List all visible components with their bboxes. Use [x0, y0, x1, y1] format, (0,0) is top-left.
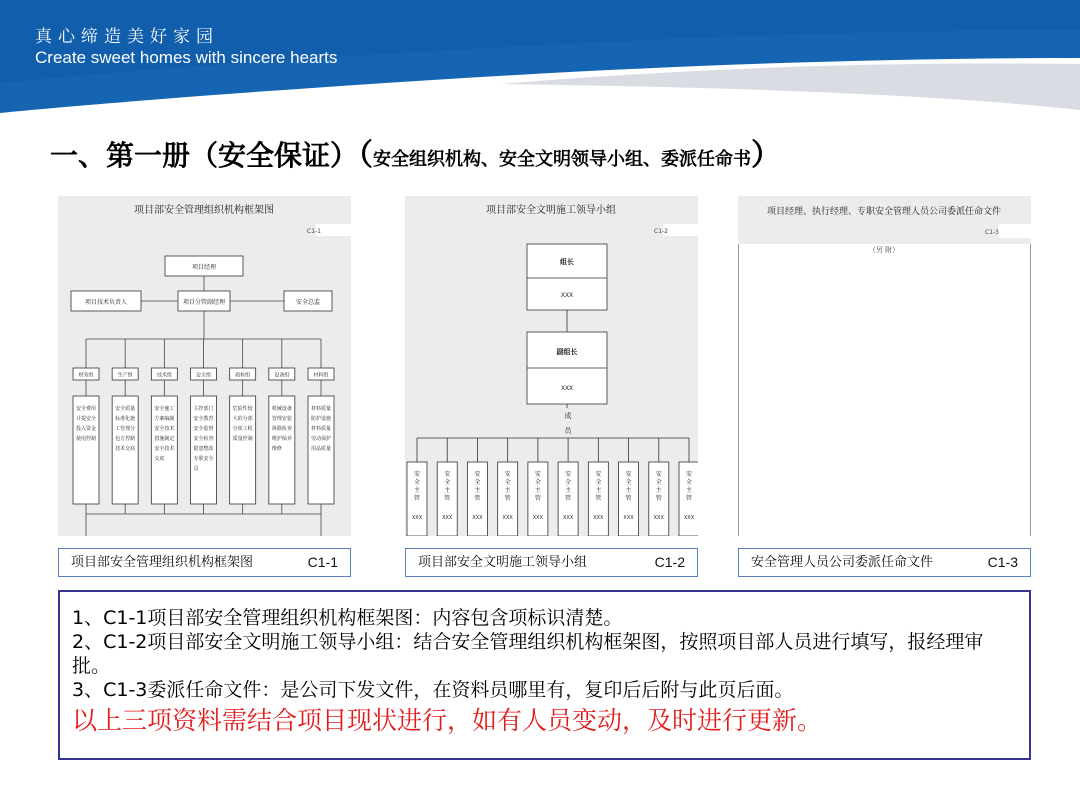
leader-name: XXX — [560, 292, 574, 299]
doc1-code: C1-1 — [307, 228, 321, 235]
leader-label: 组长 — [560, 258, 574, 266]
slogan-chinese: 真心缔造美好家园 — [35, 27, 219, 47]
member-columns — [407, 438, 698, 536]
doc1-heading: 项目部安全管理组织机构框架图 — [134, 205, 274, 216]
caption-text: 安全管理人员公司委派任命文件 — [751, 555, 934, 570]
member-name: XXX — [532, 515, 544, 521]
member-role: 安全主管 — [474, 471, 481, 502]
label-tech-lead: 项目技术负责人 — [84, 299, 128, 306]
org-group-duty: 安全施工方案编制安全技术措施制定安全技术交底 — [154, 406, 175, 462]
org-group-duty-box — [230, 396, 256, 504]
org-group-name: 设备组 — [274, 372, 290, 379]
org-group-duty: 机械设备管理安装拆除检查维护保养维修 — [271, 406, 292, 452]
org-chart-document — [58, 196, 351, 536]
note-line-3: 3、C1-3委派任命文件：是公司下发文件，在资料员哪里有，复印后后附与此页后面。 — [72, 679, 794, 701]
member-name: XXX — [593, 515, 604, 521]
doc3-code: C1-3 — [985, 229, 999, 236]
org-group-columns — [73, 339, 334, 514]
caption-c1-2 — [405, 548, 698, 577]
notes-box — [58, 590, 1031, 760]
doc3-note: （另 附） — [868, 246, 900, 254]
title-main: 一、第一册（安全保证） — [50, 139, 359, 172]
org-group-name: 质检组 — [235, 372, 251, 379]
org-group-duty: 主控部门安全教育安全监督安全检查隐患整改专职安全员 — [193, 406, 214, 472]
doc2-code: C1-2 — [654, 228, 668, 235]
org-group-duty: 危险性较大的分部分项工程质量控制 — [232, 406, 253, 442]
note-line-1: 1、C1-1项目部安全管理组织机构框架图：内容包含项标识清楚。 — [72, 607, 623, 629]
title-close-paren: ） — [751, 138, 782, 173]
title-open-paren: （ — [358, 138, 374, 173]
deputy-label: 副组长 — [556, 348, 578, 356]
label-deputy-manager: 项目分管副经理 — [182, 299, 226, 306]
member-role: 安全主管 — [504, 471, 511, 502]
leadership-group-document — [405, 196, 698, 536]
doc3-heading: 项目经理、执行经理、专职安全管理人员公司委派任命文件 — [766, 207, 1002, 217]
org-group-duty: 安全质量标准化施工管理分包方控制技术交底 — [115, 406, 136, 452]
org-group-name: 材料组 — [313, 372, 329, 379]
member-name: XXX — [442, 515, 453, 521]
member-role: 安全主管 — [655, 471, 662, 502]
member-role: 安全主管 — [534, 471, 541, 502]
org-group-name: 安全组 — [195, 372, 212, 379]
note-highlight: 以上三项资料需结合项目现状进行，如有人员变动，及时进行更新。 — [72, 706, 823, 735]
label-project-manager: 项目经理 — [191, 264, 217, 271]
member-role: 安全主管 — [565, 471, 572, 502]
title-subtitle: 安全组织机构、安全文明领导小组、委派任命书 — [373, 149, 752, 170]
caption-code: C1-3 — [987, 554, 1018, 570]
page-title — [50, 130, 781, 174]
org-group-duty: 安全费用计提安全投入资金使用控制 — [76, 406, 97, 442]
caption-c1-3 — [738, 548, 1031, 577]
member-role: 安全主管 — [413, 471, 421, 502]
org-group-name: 财务组 — [78, 372, 94, 379]
member-name: XXX — [411, 515, 423, 521]
caption-code: C1-2 — [654, 554, 685, 570]
appointment-doc-svg — [738, 196, 1031, 536]
org-chart-svg — [58, 196, 351, 536]
note-line-2: 2、C1-2项目部安全文明施工领导小组：结合安全管理组织机构框架图，按照项目部人员进行填写，报经理审批。 — [72, 631, 984, 677]
deputy-name: XXX — [560, 385, 574, 392]
member-role: 安全主管 — [685, 471, 693, 502]
leader-box — [527, 244, 607, 310]
member-name: XXX — [623, 515, 634, 521]
org-group-duty-box — [73, 396, 99, 504]
caption-text: 项目部安全文明施工领导小组 — [418, 555, 588, 570]
member-name: XXX — [472, 515, 483, 521]
org-group-name: 生产组 — [117, 372, 133, 379]
label-safety-director: 安全总监 — [295, 299, 321, 306]
caption-text: 项目部安全管理组织机构框架图 — [71, 555, 254, 570]
appointment-document — [738, 196, 1031, 536]
member-name: XXX — [562, 515, 574, 521]
org-group-duty: 材料质量防护设施材料质量劳动保护用品质量 — [311, 406, 332, 452]
leadership-chart-svg — [405, 196, 698, 536]
member-name: XXX — [653, 515, 664, 521]
slogan-english: Create sweet homes with sincere hearts — [35, 48, 338, 67]
doc2-heading: 项目部安全文明施工领导小组 — [486, 205, 616, 216]
member-name: XXX — [683, 515, 695, 521]
members-label: 成员 — [564, 412, 572, 435]
org-group-name: 技术组 — [156, 372, 172, 379]
caption-c1-1 — [58, 548, 351, 577]
caption-code: C1-1 — [307, 554, 338, 570]
member-role: 安全主管 — [444, 471, 451, 502]
member-name: XXX — [502, 515, 513, 521]
member-role: 安全主管 — [625, 471, 632, 502]
member-role: 安全主管 — [595, 471, 602, 502]
